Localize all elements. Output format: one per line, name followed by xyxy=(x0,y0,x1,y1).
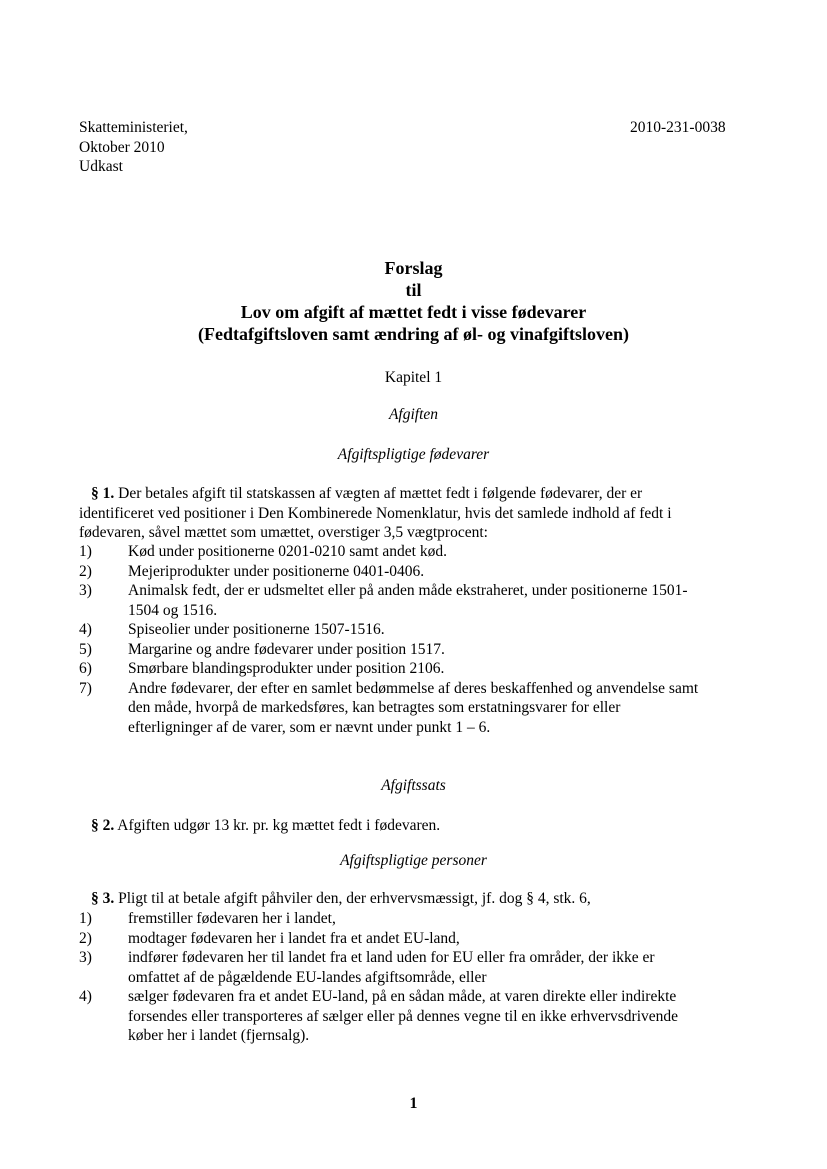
chapter-label: Kapitel 1 xyxy=(384,369,443,386)
section3-mark: § 3. xyxy=(91,890,115,907)
list-item: 3) indfører fødevaren her til landet fra et land uden for EU eller fra områder, der ikke er omfattet af de pågældende EU-landes afgiftsområde, eller xyxy=(79,949,655,986)
title-line-2: til xyxy=(405,280,422,300)
reference-number: 2010-231-0038 xyxy=(630,119,726,136)
list-item: 4) Spiseolier under positionerne 1507-1516. xyxy=(79,621,385,638)
section2-text: § 2. Afgiften udgør 13 kr. pr. kg mættet fedt i fødevaren. xyxy=(91,817,441,834)
title-line-4: (Fedtafgiftsloven samt ændring af øl- og vinafgiftsloven) xyxy=(198,324,629,344)
section1-intro xyxy=(79,484,749,543)
document-date: Oktober 2010 xyxy=(79,138,165,156)
list-item: 1) Kød under positionerne 0201-0210 samt andet kød. xyxy=(79,543,447,560)
list-item: 2) Mejeriprodukter under positionerne 0401-0406. xyxy=(79,562,425,580)
section3-list xyxy=(79,909,749,1046)
section1-intro-line3: fødevaren, såvel mættet som umættet, overstiger 3,5 vægtprocent: xyxy=(79,524,488,541)
list-item: 1) fremstiller fødevaren her i landet, xyxy=(79,910,336,927)
document-title xyxy=(0,257,827,345)
section3-intro: § 3. Pligt til at betale afgift påhviler den, der erhvervsmæssigt, jf. dog § 4, stk. 6, xyxy=(91,890,591,907)
chapter-heading: Afgiften xyxy=(388,406,439,423)
section2-mark: § 2. xyxy=(91,817,115,834)
list-item: 5) Margarine og andre fødevarer under position 1517. xyxy=(79,640,445,658)
list-item: 2) modtager fødevaren her i landet fra et andet EU-land, xyxy=(79,929,460,947)
list-item: 3) Animalsk fedt, der er udsmeltet eller på anden måde ekstraheret, under positionerne 1501- 1504 og 1516. xyxy=(79,582,688,619)
page-number: 1 xyxy=(409,1095,418,1112)
section1-list xyxy=(79,542,749,737)
section1-intro-line1: Der betales afgift til statskassen af vægten af mættet fedt i følgende fødevarer, der er xyxy=(114,485,643,502)
document-status: Udkast xyxy=(79,158,123,175)
title-line-1: Forslag xyxy=(384,258,443,278)
header-left xyxy=(79,118,188,177)
section1-intro-line2: identificeret ved positioner i Den Kombinerede Nomenklatur, hvis det samlede indhold af fedt i xyxy=(79,504,672,522)
section2-heading: Afgiftssats xyxy=(381,777,446,794)
list-item: 7) Andre fødevarer, der efter en samlet bedømmelse af deres beskaffenhed og anvendelse samt den måde, hvorpå de markedsføres, kan betragtes som erstatningsvarer for eller efterligninger af de varer, som er nævnt under punkt 1 – 6. xyxy=(79,679,699,736)
section3-heading: Afgiftspligtige personer xyxy=(340,852,487,869)
list-item: 4) sælger fødevaren fra et andet EU-land, på en sådan måde, at varen direkte eller indirekte forsendes eller transporteres af sælger eller på dennes vegne til en ikke erhvervsdrivende køber her i landet (fjernsalg). xyxy=(79,988,679,1044)
title-line-3: Lov om afgift af mættet fedt i visse fødevarer xyxy=(240,302,587,322)
section1-mark: § 1. xyxy=(91,485,115,502)
section1-heading: Afgiftspligtige fødevarer xyxy=(337,446,490,463)
ministry-name: Skatteministeriet, xyxy=(79,119,188,136)
list-item: 6) Smørbare blandingsprodukter under position 2106. xyxy=(79,660,445,677)
